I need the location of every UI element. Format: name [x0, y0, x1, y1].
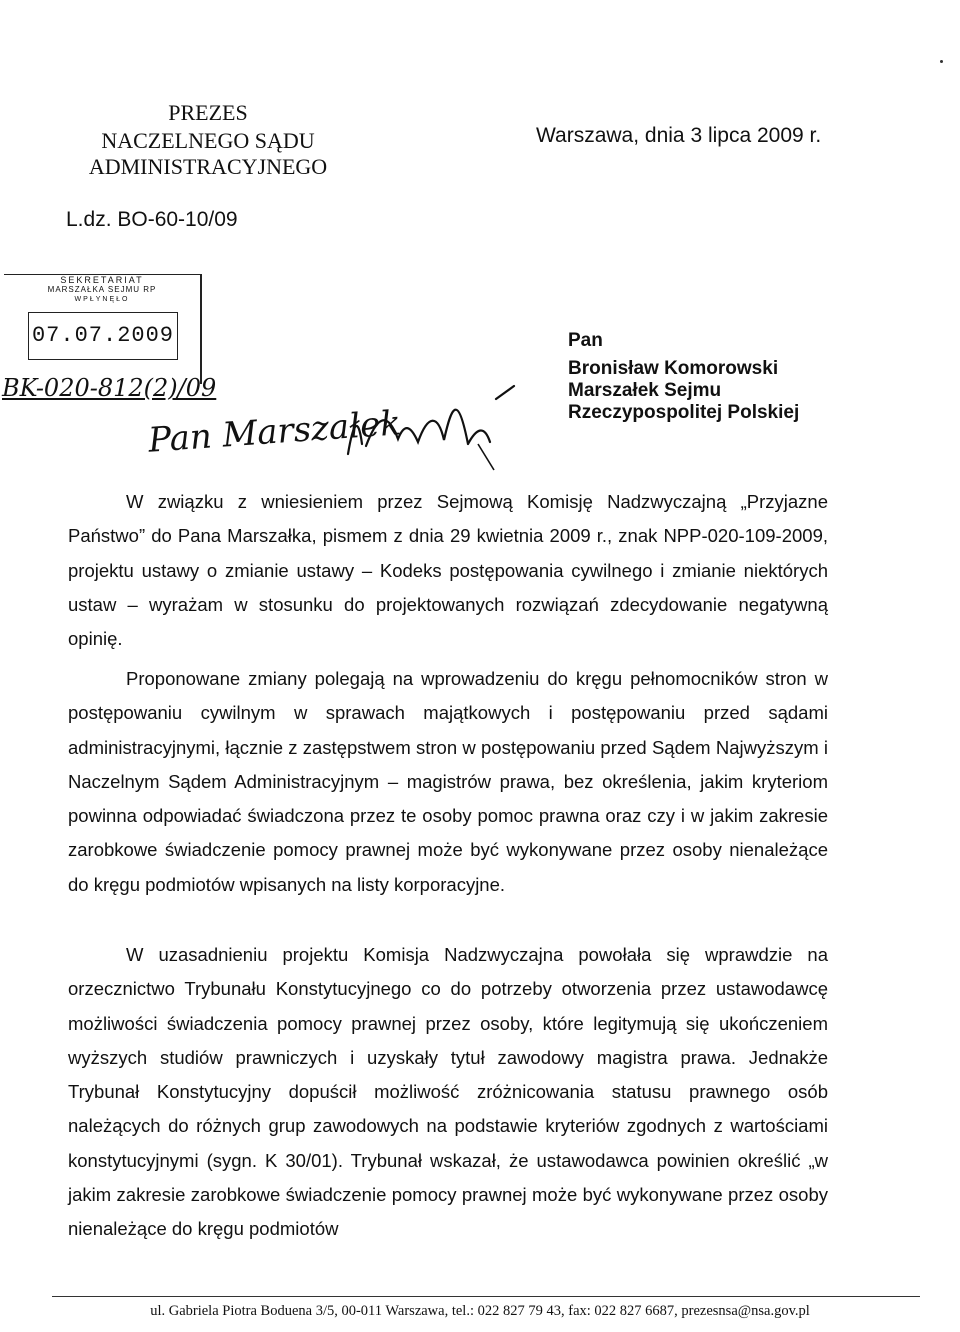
receipt-stamp	[4, 274, 201, 311]
handwritten-note: Pan Marszałek	[146, 403, 403, 461]
registration-number: BK-020-812(2)/09	[2, 374, 217, 402]
stamp-line-marshal: MARSZAŁKA SEJMU RP	[47, 285, 157, 294]
place-and-date: Warszawa, dnia 3 lipca 2009 r.	[536, 124, 822, 147]
footer-contact: ul. Gabriela Piotra Boduena 3/5, 00-011 Warszawa, tel.: 022 827 79 43, fax: 022 827 6687, prezesnsa@nsa.gov.pl	[150, 1303, 810, 1319]
stamp-border	[200, 274, 202, 384]
letterhead-title: PREZES	[168, 100, 248, 125]
recipient-address	[568, 330, 799, 424]
scan-mark	[940, 60, 943, 63]
recipient-salutation: Pan	[568, 330, 603, 351]
recipient-name: Bronisław Komorowski	[568, 358, 779, 379]
footer-divider	[52, 1296, 920, 1297]
body-paragraph-3: W uzasadnieniu projektu Komisja Nadzwyczajna powołała się wprawdzie na orzecznictwo Trybunału Konstytucyjnego co do potrzeby otworzenia przez ustawodawcę możliwości świadczenia pomocy prawnej przez osoby, które legitymują się ukończeniem wyższych studiów prawniczych i uzyskały tytuł zawodowy magistra prawa. Jednakże Trybunał Konstytucyjny dopuścił możliwość zróżnicowania statusu prawnego osób należących do różnych grup zawodowych na podstawie kryteriów zgodnych z wartościami konstytucyjnymi (sygn. K 30/01). Trybunał wskazał, że ustawodawca powinien określić „w jakim zakresie zarobkowe świadczenie pomocy prawnej może być wykonywane przez osoby nienależące do kręgu podmiotów	[68, 944, 828, 1240]
body-paragraph-2: Proponowane zmiany polegają na wprowadzeniu do kręgu pełnomocników stron w postępowaniu cywilnym w sprawach majątkowych i postępowaniu przed sądami administracyjnymi, łącznie z zastępstwem stron w postępowaniu przed Sądem Najwyższym i Naczelnym Sądem Administracyjnym – magistrów prawa, bez określenia, jakim kryteriom powinna odpowiadać świadczona przez te osoby pomoc prawna oraz czy i w jakim zakresie zarobkowe świadczenie pomocy prawnej może być wykonywane przez osoby nienależące do kręgu podmiotów wpisanych na listy korporacyjne.	[68, 668, 828, 895]
signature-icon	[318, 384, 518, 474]
body-paragraph-1: W związku z wniesieniem przez Sejmową Komisję Nadzwyczajną „Przyjazne Państwo” do Pana Marszałka, pismem z dnia 29 kwietnia 2009 r., znak NPP-020-109-2009, projektu ustawy o zmianie ustawy – Kodeks postępowania cywilnego i zmianie niektórych ustaw – wyrażam w stosunku do projektowanych rozwiązań zdecydowanie negatywną opinię.	[68, 491, 828, 650]
letterhead-institution: NACZELNEGO SĄDU ADMINISTRACYJNEGO	[88, 128, 328, 179]
letterhead	[0, 100, 418, 180]
recipient-institution: Rzeczypospolitej Polskiej	[568, 402, 800, 423]
stamp-date: 07.07.2009	[28, 312, 178, 360]
reference-number: L.dz. BO-60-10/09	[66, 208, 238, 231]
recipient-title: Marszałek Sejmu	[568, 380, 722, 401]
stamp-line-secretariat: SEKRETARIAT	[60, 275, 144, 285]
stamp-line-received: WPŁYNĘŁO	[74, 296, 130, 303]
